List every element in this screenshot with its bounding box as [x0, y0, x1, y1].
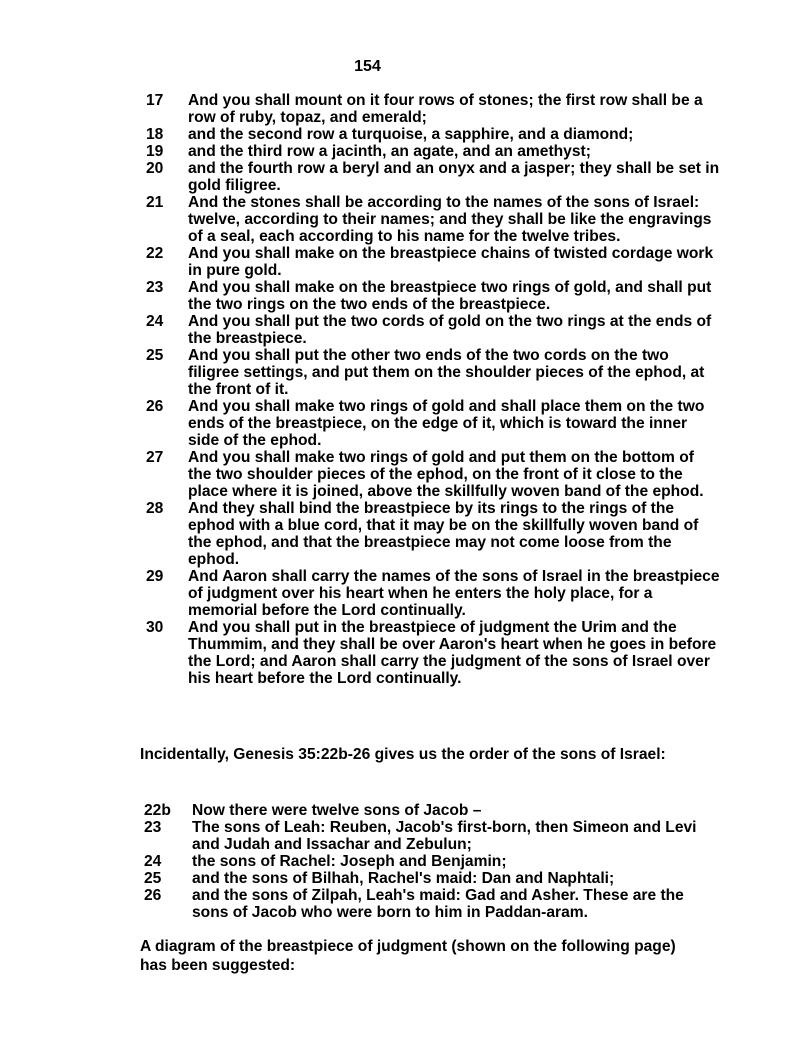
incidental-paragraph: Incidentally, Genesis 35:22b-26 gives us the order of the sons of Israel:: [140, 746, 666, 763]
verse-number: 30: [146, 619, 164, 636]
diagram-paragraph: A diagram of the breastpiece of judgment (shown on the following page) has been suggested:: [140, 938, 676, 974]
verse-number: 28: [146, 500, 164, 517]
verse-number: 23: [144, 819, 162, 836]
verse-text: the sons of Rachel: Joseph and Benjamin;: [192, 853, 507, 870]
verse-text: And you shall put the two cords of gold on the two rings at the ends of the breastpiece.: [188, 313, 712, 347]
verse-number: 27: [146, 449, 164, 466]
verse-text: And they shall bind the breastpiece by its rings to the rings of the ephod with a blue cord, that it may be on the skillfully woven band of the ephod, and that the breastpiece may not come loose from the ephod.: [188, 500, 699, 568]
verse-29: [140, 568, 720, 619]
genesis-verse-list: [140, 802, 720, 921]
verse-30: [140, 619, 720, 687]
verse-text: and the third row a jacinth, an agate, and an amethyst;: [188, 143, 591, 160]
verse-text: Now there were twelve sons of Jacob –: [192, 802, 482, 819]
verse-number: 24: [146, 313, 164, 330]
verse-number: 26: [146, 398, 164, 415]
verse-number: 20: [146, 160, 164, 177]
verse-26: [140, 398, 720, 449]
verse-number: 29: [146, 568, 164, 585]
page-number: 154: [354, 58, 381, 75]
exodus-verse-list: [140, 92, 720, 687]
verse-text: and the second row a turquoise, a sapphire, and a diamond;: [188, 126, 634, 143]
verse-text: And you shall put the other two ends of the two cords on the two filigree settings, and put them on the shoulder pieces of the ephod, at the front of it.: [188, 347, 705, 398]
verse-number: 18: [146, 126, 164, 143]
genesis-verse-22b: [140, 802, 720, 819]
verse-text: And you shall make on the breastpiece chains of twisted cordage work in pure gold.: [188, 245, 714, 279]
verse-text: and the fourth row a beryl and an onyx and a jasper; they shall be set in gold filigree.: [188, 160, 720, 194]
verse-text: And the stones shall be according to the names of the sons of Israel: twelve, according to their names; and they shall be like the engravings of a seal, each according to his name for the twelve tribes.: [188, 194, 712, 245]
verse-text: The sons of Leah: Reuben, Jacob's first-born, then Simeon and Levi and Judah and Issachar and Zebulun;: [192, 819, 697, 853]
verse-text: And Aaron shall carry the names of the sons of Israel in the breastpiece of judgment over his heart when he enters the holy place, for a memorial before the Lord continually.: [188, 568, 720, 619]
verse-number: 17: [146, 92, 164, 109]
genesis-verse-24: [140, 853, 720, 870]
verse-number: 22b: [144, 802, 171, 819]
verse-number: 24: [144, 853, 162, 870]
verse-number: 19: [146, 143, 164, 160]
verse-number: 25: [146, 347, 164, 364]
verse-text: And you shall make on the breastpiece two rings of gold, and shall put the two rings on the two ends of the breastpiece.: [188, 279, 712, 313]
verse-28: [140, 500, 720, 568]
verse-number: 21: [146, 194, 164, 211]
verse-number: 23: [146, 279, 164, 296]
verse-24: [140, 313, 720, 347]
verse-25: [140, 347, 720, 398]
verse-number: 26: [144, 887, 162, 904]
verse-text: And you shall mount on it four rows of stones; the first row shall be a row of ruby, topaz, and emerald;: [188, 92, 703, 126]
verse-text: And you shall make two rings of gold and shall place them on the two ends of the breastpiece, on the edge of it, which is toward the inner side of the ephod.: [188, 398, 705, 449]
verse-text: and the sons of Zilpah, Leah's maid: Gad and Asher. These are the sons of Jacob who were born to him in Paddan-aram.: [192, 887, 684, 921]
genesis-verse-26: [140, 887, 720, 921]
verse-20: [140, 160, 720, 194]
verse-text: And you shall make two rings of gold and put them on the bottom of the two shoulder pieces of the ephod, on the front of it close to the place where it is joined, above the skillfully woven band of the ephod.: [188, 449, 704, 500]
verse-text: and the sons of Bilhah, Rachel's maid: Dan and Naphtali;: [192, 870, 615, 887]
verse-number: 22: [146, 245, 164, 262]
genesis-verse-23: [140, 819, 720, 853]
verse-21: [140, 194, 720, 245]
verse-18: [140, 126, 720, 143]
verse-number: 25: [144, 870, 162, 887]
verse-22: [140, 245, 720, 279]
verse-17: [140, 92, 720, 126]
verse-19: [140, 143, 720, 160]
verse-text: And you shall put in the breastpiece of judgment the Urim and the Thummim, and they shall be over Aaron's heart when he goes in before the Lord; and Aaron shall carry the judgment of the sons of Israel over his heart before the Lord continually.: [188, 619, 717, 687]
verse-27: [140, 449, 720, 500]
genesis-verse-25: [140, 870, 720, 887]
verse-23: [140, 279, 720, 313]
